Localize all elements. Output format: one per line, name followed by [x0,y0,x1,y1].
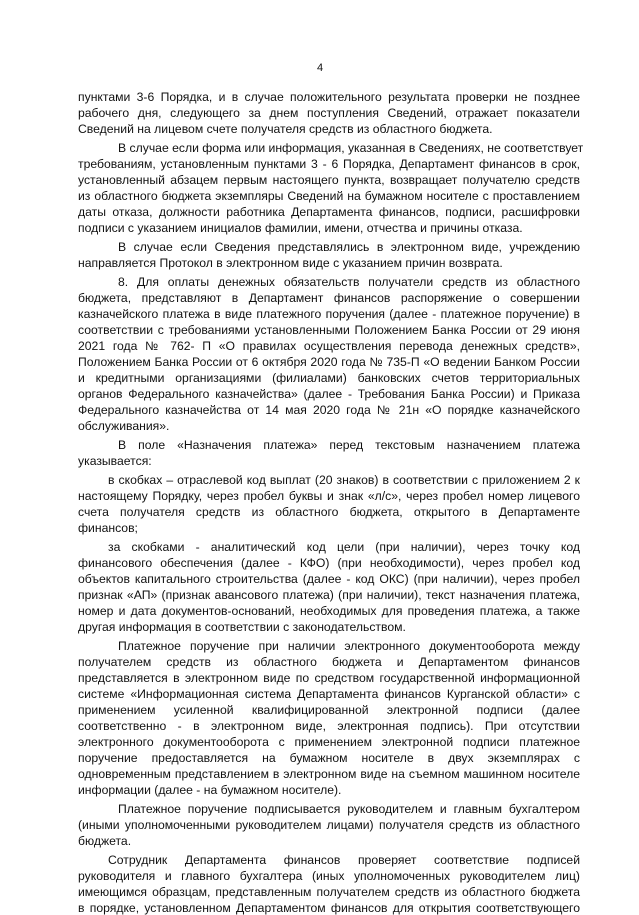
text-line: соответствии с требованиями установленными Положением Банка России от 29 июня [78,323,580,337]
text-line: казначейского платежа в виде платежного поручения (далее - платежное поручение) в [78,307,580,321]
text-line: финансов; [78,521,138,535]
text-line: Федерального казначейства от 14 мая 2020 года № 21н «О порядке казначейского [78,403,580,417]
text-line: В поле «Назначения платежа» перед текстовым назначением платежа [118,438,580,452]
text-line: Платежное поручение подписывается руководителем и главным бухгалтером [118,802,580,816]
text-line: бюджета. [78,834,132,848]
text-line: применением усиленной квалифицированной электронной подписи (далее [78,703,580,717]
text-line: признак «АП» (признак авансового платежа) (при наличии), текст назначения платежа, [78,588,580,602]
text-line: В случае если форма или информация, указанная в Сведениях, не соответствует [118,141,584,155]
text-line: в скобках – отраслевой код выплат (20 знаков) в соответствии с приложением 2 к [108,473,580,487]
text-line: одновременным представлением в электронном виде на съемном машинном носителе [78,767,580,781]
text-line: Платежное поручение при наличии электронного документооборота между [118,639,580,653]
text-line: настоящему Порядку, через пробел буквы и знак «л/с», через пробел номер лицевого [78,489,580,503]
text-line: направляется Протокол в электронном виде с указанием причин возврата. [78,256,503,270]
text-line: обслуживания». [78,419,170,433]
text-line: системе «Информационная система Департамента финансов Курганской области» с [78,687,580,701]
text-line: и кредитными организациями (филиалами) банковских счетов территориальных [78,371,580,385]
text-line: финансового обеспечения (далее - КФО) (при необходимости), через пробел код [78,556,580,570]
text-line: рабочего дня, следующего за днем поступления Сведений, отражает показатели [78,106,580,120]
text-line: Сотрудник Департамента финансов проверяет соответствие подписей [108,853,580,867]
text-line: пунктами 3-6 Порядка, и в случае положительного результата проверки не позднее [78,90,580,104]
text-line: информации (далее - на бумажном носителе). [78,783,342,797]
text-line: (иными уполномоченными руководителем лицами) получателя средств из областного [78,818,580,832]
text-line: объектов капитального строительства (далее - код ОКС) (при наличии), через пробел [78,572,580,586]
text-line: 2021 года № 762- П «О правилах осуществления перевода денежных средств», [78,339,580,353]
text-line: руководителя и главного бухгалтера (иных уполномоченных руководителем лиц) [78,869,580,883]
text-line: из областного бюджета экземпляры Сведений на бумажном носителе с проставлением [78,189,580,203]
text-line: Положением Банка России от 6 октября 2020 года № 735-П «О ведении Банком России [78,355,580,369]
text-line: В случае если Сведения представлялись в электронном виде, учреждению [118,240,580,254]
text-line: счета получателя средств из областного бюджета, открытого в Департаменте [78,505,580,519]
text-line: установленный абзацем первым настоящего пункта, возвращает получателю средств [78,173,580,187]
page-number: 4 [316,62,324,74]
text-line: в порядке, установленном Департаментом финансов для открытия соответствующего [78,901,580,915]
text-line: соответственно - в электронном виде, электронная подпись). При отсутствии [78,719,580,733]
text-line: другая информация в соответствии с законодательством. [78,620,406,634]
text-line: органов Федерального казначейства» (далее - Требования Банка России) и Приказа [78,387,580,401]
text-line: номер и дата документов-оснований, необходимых для проведения платежа, а также [78,604,580,618]
text-line: представляется в электронном виде по средством государственной информационной [78,671,580,685]
text-line: Сведений на лицевом счете получателя средств из областного бюджета. [78,122,493,136]
text-line: за скобками - аналитический код цели (при наличии), через точку код [108,540,580,554]
text-line: поручение предоставляется на бумажном носителе в двух экземплярах с [78,751,580,765]
text-line: указывается: [78,454,152,468]
text-line: электронного документооборота с применением электронной подписи платежное [78,735,580,749]
text-line: бюджета, представляют в Департамент финансов распоряжение о совершении [78,291,580,305]
text-line: даты отказа, должности работника Департамента финансов, подписи, расшифровки [78,205,580,219]
text-line: имеющимся образцам, представленным получателем средств из областного бюджета [78,885,580,899]
text-line: подписи с указанием инициалов фамилии, имени, отчества и причины отказа. [78,221,523,235]
text-line: требованиям, установленным пунктами 3 - 6 Порядка, Департамент финансов в срок, [78,157,580,171]
text-line: 8. Для оплаты денежных обязательств получатели средств из областного [118,275,580,289]
text-line: получателем средств из областного бюджета и Департаментом финансов [78,655,580,669]
